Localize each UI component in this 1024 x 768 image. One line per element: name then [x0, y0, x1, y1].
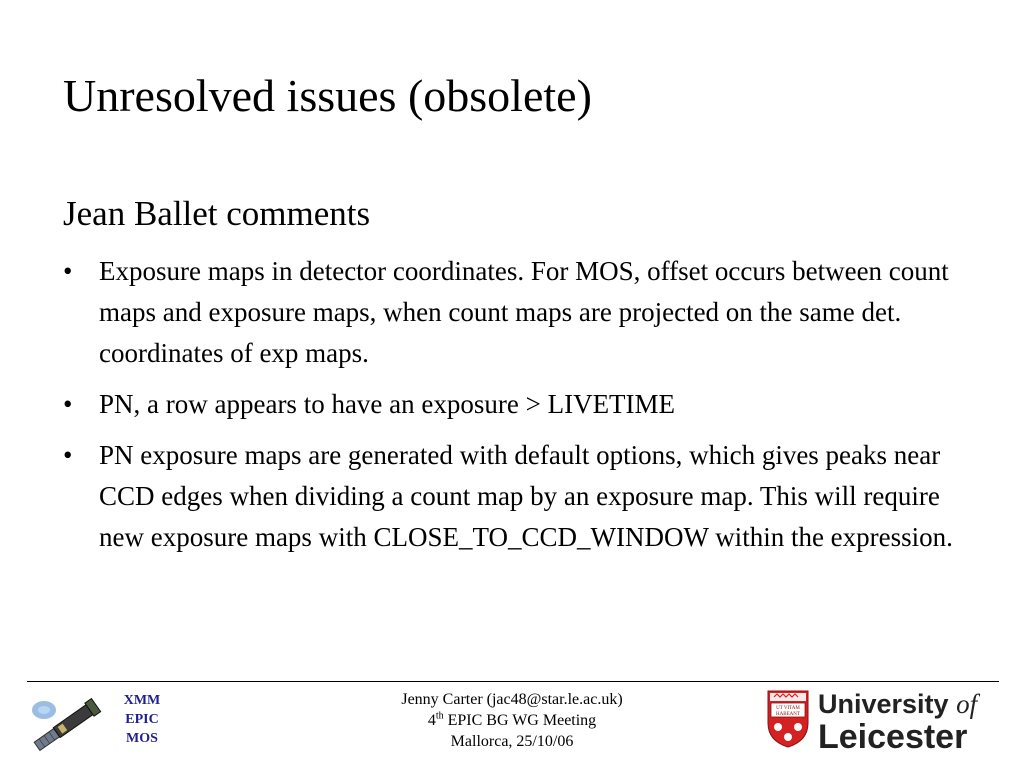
logo-wordmark	[818, 689, 977, 754]
meeting-suffix: th	[435, 710, 444, 722]
footer-info	[372, 689, 652, 752]
footer-author: Jenny Carter (jac48@star.le.ac.uk)	[401, 691, 623, 708]
footer-divider	[27, 681, 999, 682]
university-shield-icon	[766, 689, 810, 749]
university-logo	[766, 689, 1000, 756]
bullet-marker: •	[63, 389, 73, 419]
bullet-text: PN, a row appears to have an exposure > LIVETIME	[99, 389, 676, 419]
bullet-marker: •	[63, 256, 73, 286]
mission-label	[112, 691, 172, 748]
meeting-number: 4	[427, 712, 436, 729]
bullet-item	[63, 251, 963, 374]
bullet-text: PN exposure maps are generated with default options, which gives peaks near CCD edges when dividing a count map by an exposure map. This will require new exposure maps with CLOSE_TO_CCD_WINDOW within the expression.	[99, 440, 953, 552]
meeting-name: EPIC BG WG Meeting	[443, 712, 597, 729]
slide-title: Unresolved issues (obsolete)	[63, 70, 592, 121]
slide-subheading: Jean Ballet comments	[63, 194, 371, 233]
shield-motto-bottom: HABEANT	[776, 712, 800, 717]
bullet-marker: •	[63, 440, 73, 470]
footer-location-date: Mallorca, 25/10/06	[450, 733, 574, 750]
mission-line: MOS	[126, 731, 158, 746]
bullet-list	[63, 251, 963, 568]
logo-leicester: Leicester	[818, 718, 968, 756]
bullet-item	[63, 384, 963, 425]
bullet-item	[63, 435, 963, 558]
xmm-satellite-icon	[28, 688, 110, 760]
logo-of: of	[956, 689, 978, 719]
footer-meeting	[372, 710, 652, 731]
mission-line: EPIC	[125, 712, 159, 727]
shield-motto-top: UT VITAM	[776, 706, 800, 711]
bullet-text: Exposure maps in detector coordinates. For MOS, offset occurs between count maps and exposure maps, when count maps are projected on the same det. coordinates of exp maps.	[99, 256, 949, 368]
mission-line: XMM	[123, 693, 161, 708]
logo-university: University	[818, 689, 957, 719]
